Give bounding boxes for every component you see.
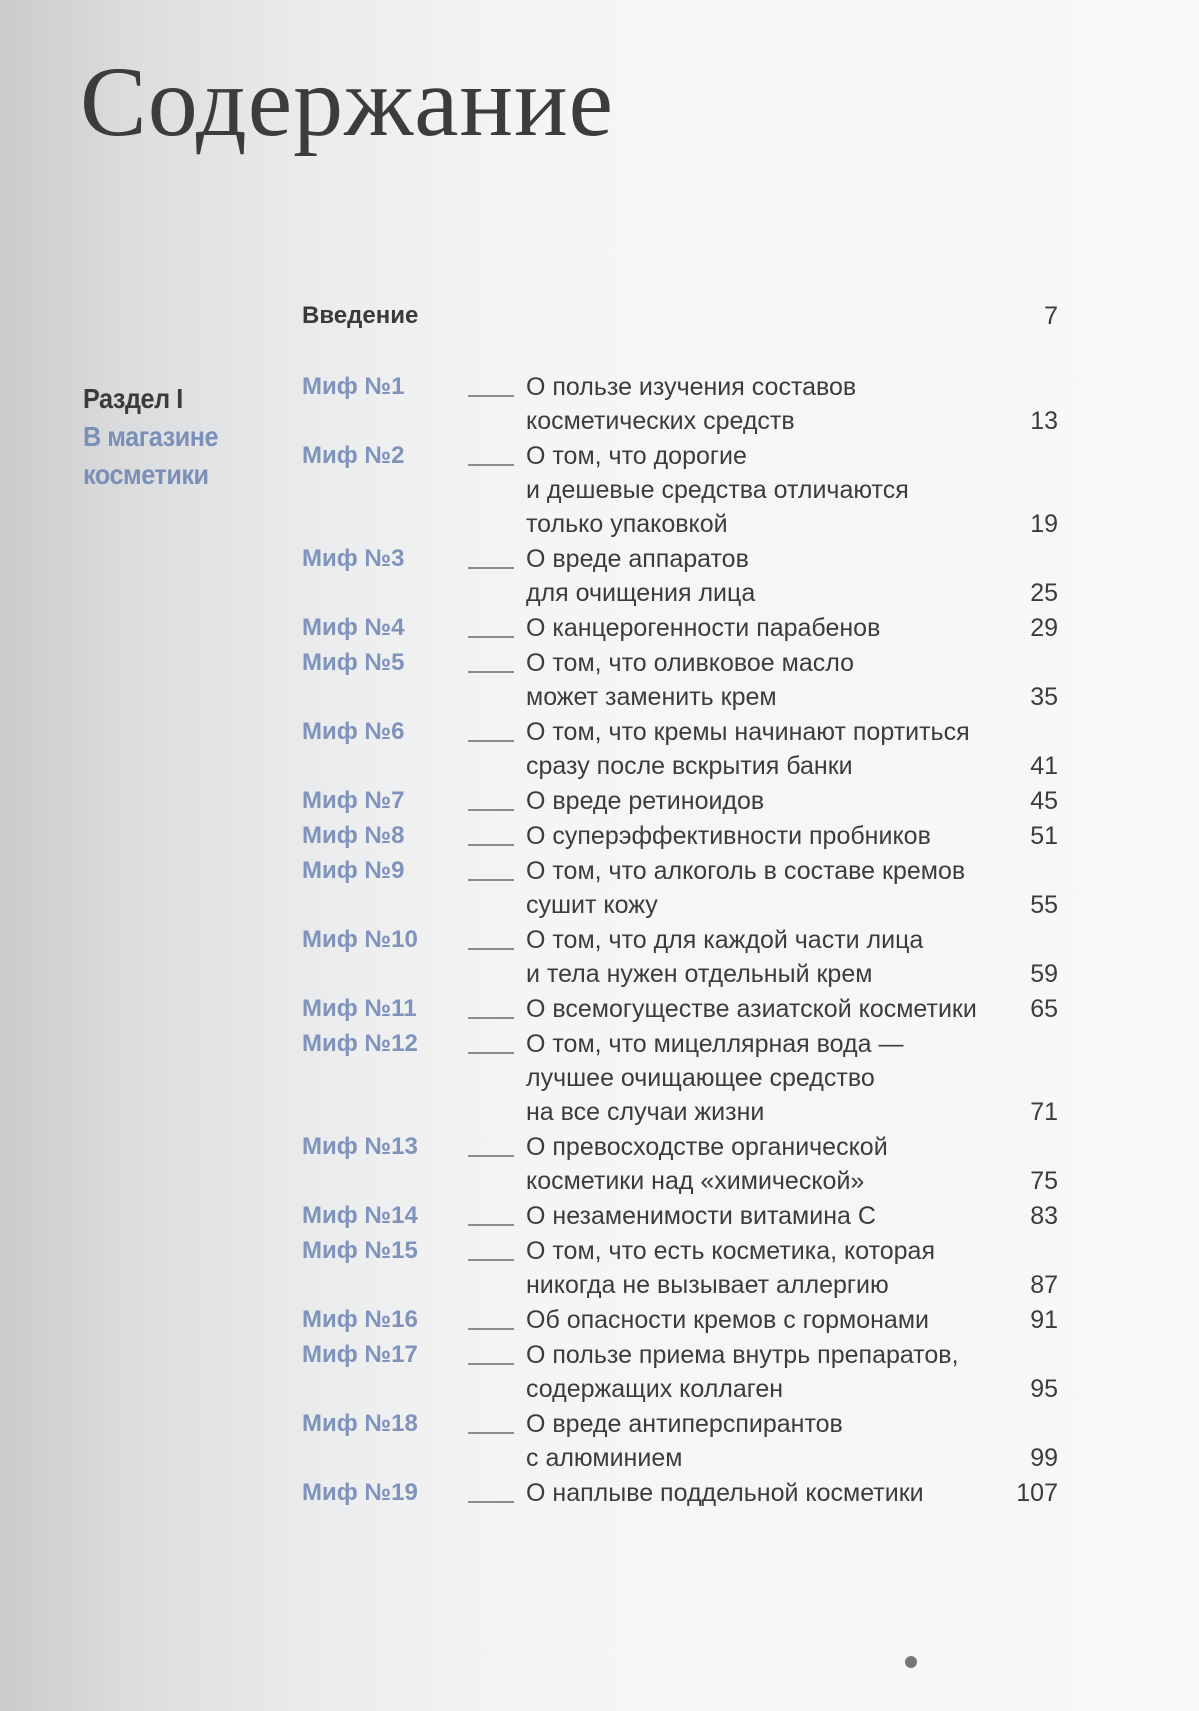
myth-title-line: и дешевые средства отличаются [526, 476, 909, 504]
leader-dash [468, 879, 514, 881]
myth-title-line: с алюминием [526, 1444, 683, 1472]
toc-entry [302, 784, 1058, 818]
leader-dash [468, 1052, 514, 1054]
myth-title-line: только упаковкой [526, 510, 728, 538]
myth-title-line: О пользе изучения составов [526, 373, 857, 401]
myth-page-number: 19 [1030, 510, 1058, 538]
leader-dash [468, 1328, 514, 1330]
toc-entry [302, 923, 1058, 991]
toc-entry [302, 439, 1058, 541]
myth-title-line: никогда не вызывает аллергию [526, 1271, 889, 1299]
myth-title-line: может заменить крем [526, 683, 777, 711]
myth-title [526, 992, 996, 1026]
myth-label: Миф №19 [302, 1479, 418, 1506]
myth-title-line: содержащих коллаген [526, 1375, 784, 1403]
toc-entry [302, 1234, 1058, 1302]
myth-title-line: О всемогуществе азиатской косметики [526, 995, 977, 1023]
toc-entry [302, 715, 1058, 783]
leader-dash [468, 671, 514, 673]
toc-entry [302, 1407, 1058, 1475]
myth-page-number: 107 [1016, 1479, 1058, 1507]
leader-dash [468, 1501, 514, 1503]
myth-title-line: О вреде аппаратов [526, 545, 749, 573]
toc-entry [302, 1303, 1058, 1337]
myth-title-line: О том, что мицеллярная вода — [526, 1030, 904, 1058]
myth-label: Миф №1 [302, 373, 405, 400]
myth-title-line: О канцерогенности парабенов [526, 614, 881, 642]
myth-title-line: О превосходстве органической [526, 1133, 888, 1161]
myth-title-line: О пользе приема внутрь препаратов, [526, 1341, 959, 1369]
myth-label: Миф №6 [302, 718, 405, 745]
myth-page-number: 13 [1030, 407, 1058, 435]
myth-title-line: и тела нужен отдельный крем [526, 960, 873, 988]
myth-title [526, 611, 996, 645]
myth-title [526, 1476, 996, 1510]
myth-page-number: 71 [1030, 1098, 1058, 1126]
myth-title [526, 784, 996, 818]
section-title: В магазине косметики [83, 421, 219, 490]
toc-entry [302, 1130, 1058, 1198]
myth-title [526, 646, 996, 714]
myth-title-line: О вреде ретиноидов [526, 787, 765, 815]
myth-page-number: 59 [1030, 960, 1058, 988]
myth-title-line: О наплыве поддельной косметики [526, 1479, 924, 1507]
myth-label: Миф №15 [302, 1237, 418, 1264]
toc-entry [302, 992, 1058, 1026]
myth-label: Миф №17 [302, 1341, 418, 1368]
myth-title [526, 715, 996, 783]
myth-page-number: 91 [1030, 1306, 1058, 1334]
leader-dash [468, 1363, 514, 1365]
myth-label: Миф №10 [302, 926, 418, 953]
myth-title-line: О том, что есть косметика, которая [526, 1237, 935, 1265]
myth-title-line: косметических средств [526, 407, 795, 435]
myth-label: Миф №5 [302, 649, 405, 676]
myth-title-line: О том, что алкоголь в составе кремов [526, 857, 966, 885]
myth-title [526, 1027, 996, 1129]
myth-label: Миф №11 [302, 995, 417, 1022]
myth-label: Миф №7 [302, 787, 405, 814]
myth-page-number: 87 [1030, 1271, 1058, 1299]
toc-entry [302, 370, 1058, 438]
leader-dash [468, 844, 514, 846]
leader-dash [468, 740, 514, 742]
myth-title [526, 1199, 996, 1233]
myth-page-number: 25 [1030, 579, 1058, 607]
myth-page-number: 99 [1030, 1444, 1058, 1472]
myth-title-line: на все случаи жизни [526, 1098, 765, 1126]
myth-title [526, 1234, 996, 1302]
myth-label: Миф №3 [302, 545, 405, 572]
myth-title [526, 1130, 996, 1198]
myth-title-line: О незаменимости витамина С [526, 1202, 876, 1230]
myth-title [526, 542, 996, 610]
intro-page-number: 7 [1044, 302, 1058, 330]
toc-entry [302, 1476, 1058, 1510]
myth-title-line: лучшее очищающее средство [526, 1064, 875, 1092]
leader-dash [468, 948, 514, 950]
myth-label: Миф №16 [302, 1306, 418, 1333]
myth-title [526, 370, 996, 438]
leader-dash [468, 464, 514, 466]
toc-entry [302, 1199, 1058, 1233]
myth-page-number: 45 [1030, 787, 1058, 815]
myth-label: Миф №13 [302, 1133, 418, 1160]
toc-entry [302, 611, 1058, 645]
myth-title-line: О вреде антиперспирантов [526, 1410, 843, 1438]
leader-dash [468, 1432, 514, 1434]
myth-page-number: 75 [1030, 1167, 1058, 1195]
myth-title [526, 1303, 996, 1337]
myth-page-number: 65 [1030, 995, 1058, 1023]
section-heading [83, 380, 263, 494]
leader-dash [468, 809, 514, 811]
myth-page-number: 35 [1030, 683, 1058, 711]
myth-page-number: 29 [1030, 614, 1058, 642]
toc-entry [302, 1027, 1058, 1129]
myth-title-line: О том, что кремы начинают портиться [526, 718, 970, 746]
myth-label: Миф №14 [302, 1202, 418, 1229]
myth-label: Миф №4 [302, 614, 405, 641]
myth-title [526, 1407, 996, 1475]
myth-page-number: 95 [1030, 1375, 1058, 1403]
myth-title-line: сразу после вскрытия банки [526, 752, 853, 780]
myth-title [526, 854, 996, 922]
myth-title-line: Об опасности кремов с гормонами [526, 1306, 929, 1334]
toc-entry [302, 854, 1058, 922]
myth-title-line: О том, что для каждой части лица [526, 926, 924, 954]
toc-entry [302, 646, 1058, 714]
toc-entry [302, 1338, 1058, 1406]
myth-title [526, 819, 996, 853]
myth-title [526, 923, 996, 991]
myth-page-number: 41 [1030, 752, 1058, 780]
myth-title-line: О том, что дорогие [526, 442, 747, 470]
paper-speck [905, 1656, 917, 1668]
toc-entry-intro [302, 302, 1058, 338]
myth-title-line: О суперэффективности пробников [526, 822, 931, 850]
leader-dash [468, 1224, 514, 1226]
leader-dash [468, 1155, 514, 1157]
page-title: Содержание [80, 46, 614, 157]
myth-title-line: О том, что оливковое масло [526, 649, 855, 677]
toc-entry [302, 819, 1058, 853]
leader-dash [468, 395, 514, 397]
myth-page-number: 51 [1030, 822, 1058, 850]
myth-label: Миф №18 [302, 1410, 418, 1437]
myth-title-line: для очищения лица [526, 579, 756, 607]
myth-page-number: 83 [1030, 1202, 1058, 1230]
myth-title-line: косметики над «химической» [526, 1167, 865, 1195]
myth-title [526, 439, 996, 541]
section-label: Раздел I [83, 383, 183, 414]
myth-label: Миф №12 [302, 1030, 418, 1057]
leader-dash [468, 636, 514, 638]
myth-title [526, 1338, 996, 1406]
myth-label: Миф №8 [302, 822, 405, 849]
toc-entry [302, 542, 1058, 610]
myth-title-line: сушит кожу [526, 891, 658, 919]
intro-label: Введение [302, 302, 419, 329]
myth-label: Миф №9 [302, 857, 405, 884]
leader-dash [468, 567, 514, 569]
myth-page-number: 55 [1030, 891, 1058, 919]
myth-label: Миф №2 [302, 442, 405, 469]
leader-dash [468, 1017, 514, 1019]
leader-dash [468, 1259, 514, 1261]
